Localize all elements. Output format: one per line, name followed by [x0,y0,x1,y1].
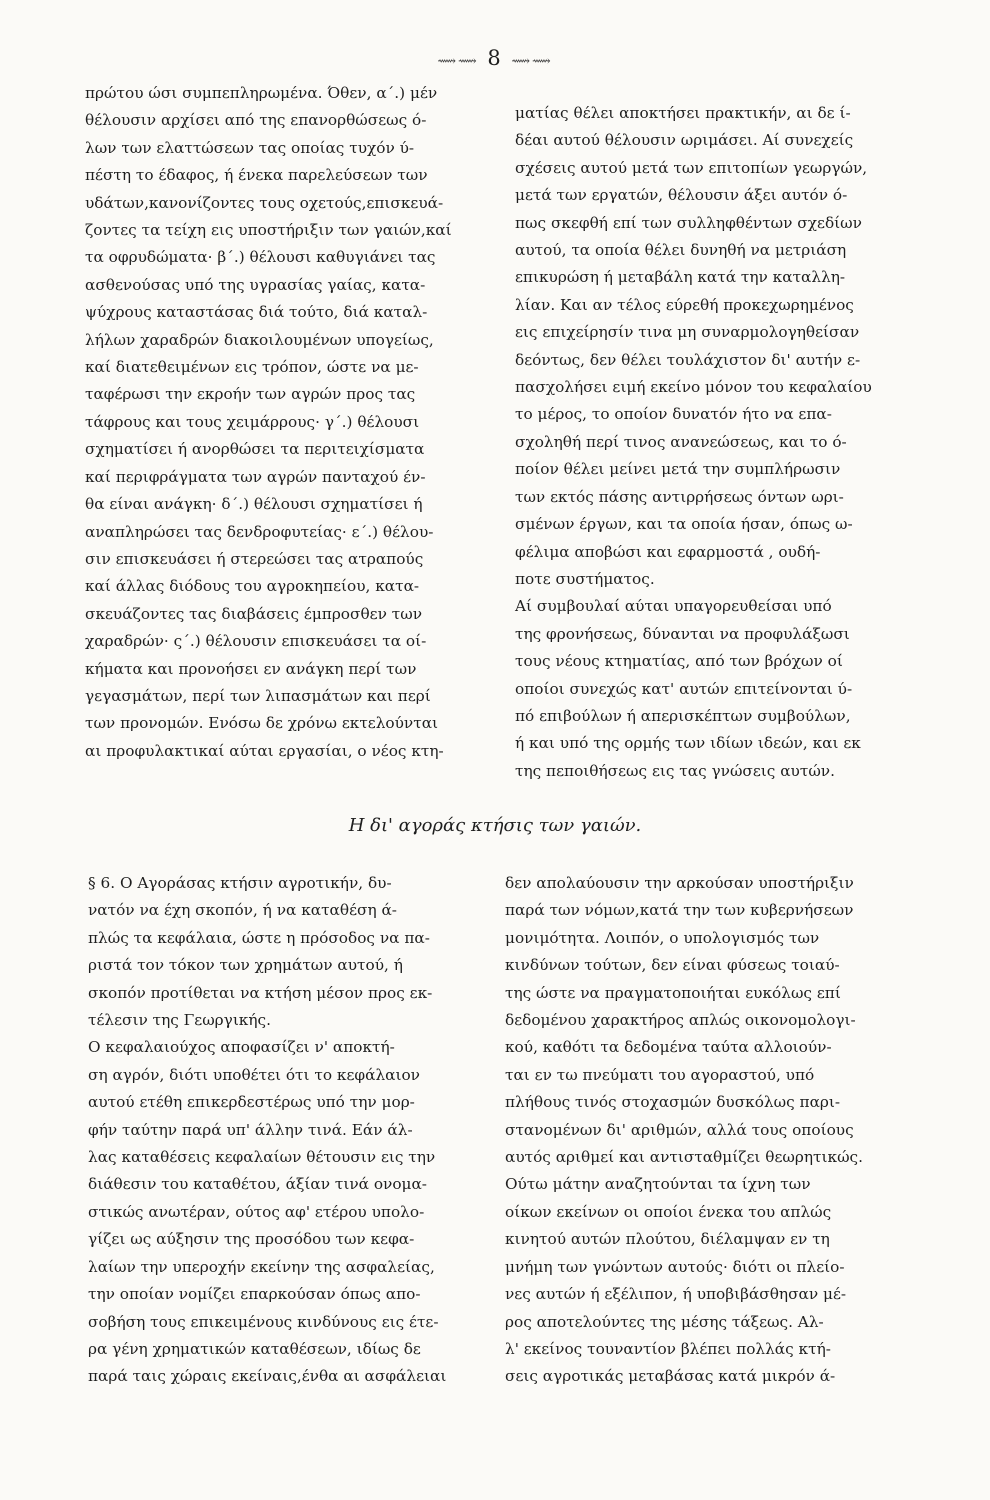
column-top-right [515,100,900,785]
text-line: γεγασμάτων, περί των λιπασμάτων και περί [85,686,431,705]
text-line: Ο κεφαλαιούχος αποφασίζει ν' αποκτή- [88,1038,395,1057]
text-line: πέστη το έδαφος, ή ένεκα παρελεύσεων των [85,166,428,185]
text-line: της φρονήσεως, δύνανται να προφυλάξωσι [515,624,850,643]
text-line: Ούτω μάτην αναζητούνται τα ίχνη των [505,1175,811,1194]
text-line: οίκων εκείνων οι οποίοι ένεκα του απλώς [505,1202,832,1221]
text-line: παρά ταις χώραις εκείναις,ένθα αι ασφάλειαι [88,1367,447,1386]
text-line: ποίον θέλει μείνει μετά την συμπλήρωσιν [515,460,841,479]
text-line: μνήμη των γνώντων αυτούς· διότι οι πλείο- [505,1257,845,1276]
text-line: κού, καθότι τα δεδομένα ταύτα αλλοιούν- [505,1038,832,1057]
text-line: πως σκεφθή επί των συλληφθέντων σχεδίων [515,213,862,232]
text-line: χαραδρών· ς΄.) θέλουσιν επισκευάσει τα οί- [85,632,427,651]
text-line: ρα γένη χρηματικών καταθέσεων, ιδίως δε [88,1339,421,1358]
text-line: καί περιφράγματα των αγρών πανταχού έν- [85,467,426,486]
text-line: σκοπόν προτίθεται να κτήση μέσον προς εκ- [88,983,433,1002]
text-line: καί διατεθειμένων εις τρόπον, ώστε να με- [85,358,419,377]
text-line: θέλουσιν αρχίσει από της επανορθώσεως ό- [85,111,427,130]
section-heading: Η δι' αγοράς κτήσις των γαιών. [348,815,642,836]
text-line: νες αυτών ή εξέλιπον, ή υποβιβάσθησαν μέ- [505,1285,847,1304]
ornament-right-icon: ⟿⟿ [511,54,553,69]
text-line: κινδύνων τούτων, δεν είναι φύσεως τοιαύ- [505,956,840,975]
text-line: στικώς ανωτέραν, ούτος αφ' ετέρου υπολο- [88,1202,425,1221]
text-line: αυτού ετέθη επικερδεστέρως υπό την μορ- [88,1093,415,1112]
text-line: επικυρώση ή μεταβάλη κατά την καταλλη- [515,268,846,287]
text-line: αυτός αριθμεί και αντισταθμίζει θεωρητικώς. [505,1148,863,1167]
text-line: ρος αποτελούντες της μέσης τάξεως. Αλ- [505,1312,824,1331]
text-line: τα οφρυδώματα· β΄.) θέλουσι καθυγιάνει τας [85,248,436,267]
text-line: σχοληθή περί τινος ανανεώσεως, και το ό- [515,432,847,451]
text-line: πασχολήσει ειμή εκείνο μόνον του κεφαλαίου [515,378,872,397]
text-line: των εκτός πάσης αντιρρήσεως όντων ωρι- [515,487,844,506]
text-line: δεδομένου χαρακτήρος απλώς οικονομολογι- [505,1011,856,1030]
text-line: διάθεσιν του καταθέτου, άξίαν τινά ονομα- [88,1175,427,1194]
text-line: αυτού, τα οποία θέλει δυνηθή να μετριάση [515,241,847,260]
text-line: ση αγρόν, διότι υποθέτει ότι το κεφάλαιον [88,1065,420,1084]
text-line: ματίας θέλει αποκτήσει πρακτικήν, αι δε ί- [515,104,851,122]
text-line: σκευάζοντες τας διαβάσεις έμπροσθεν των [85,604,422,623]
text-line: ασθενούσας υπό της υγρασίας γαίας, κατα- [85,275,426,294]
text-line: λαίων την υπεροχήν εκείνην της ασφαλείας, [88,1257,435,1276]
text-line: αι προφυλακτικαί αύται εργασίαι, ο νέος κτη- [85,741,444,760]
text-line: θα είναι ανάγκη· δ΄.) θέλουσι σχηματίσει ή [85,495,423,514]
text-line: μετά των εργατών, θέλουσιν άξει αυτόν ό- [515,186,848,205]
text-line: τους νέους κτηματίας, από των βρόχων οί [515,652,843,671]
text-line: μονιμότητα. Λοιπόν, ο υπολογισμός των [505,928,820,947]
text-line: λων των ελαττώσεων τας οποίας τυχόν ύ- [85,138,415,157]
text-line: εις επιχείρησίν τινα μη συναρμολογηθείσαν [515,323,860,342]
text-line: φέλιμα αποβώσι και εφαρμοστά , ουδή- [515,542,821,561]
text-line: ριστά τον τόκον των χρημάτων αυτού, ή [88,956,403,975]
text-line: σιν επισκευάσει ή στερεώσει τας ατραπούς [85,549,424,568]
text-line: ψύχρους καταστάσας διά τούτο, διά καταλ- [85,303,428,322]
text-line: στανομένων δι' αριθμών, αλλά τους οποίους [505,1120,854,1139]
column-bottom-left [88,870,473,1391]
text-line: τάφρους και τους χειμάρρους· γ΄.) θέλουσι [85,412,420,431]
text-line: παρά των νόμων,κατά την των κυβερνήσεων [505,901,854,920]
text-line: κινητού αυτών πλούτου, διέλαμψαν εν τη [505,1230,830,1249]
page-number: 8 [487,46,503,70]
column-top-left [85,80,470,765]
text-line: οποίοι συνεχώς κατ' αυτών επιτείνονται ύ- [515,679,853,698]
text-line: ται εν τω πνεύματι του αγοραστού, υπό [505,1065,815,1084]
text-line: της πεποιθήσεως εις τας γνώσεις αυτών. [515,761,835,780]
text-line: των προνομών. Ενόσω δε χρόνω εκτελούνται [85,714,439,733]
text-line: § 6. Ο Αγοράσας κτήσιν αγροτικήν, δυ- [88,874,392,892]
text-line: κήματα και προνοήσει εν ανάγκη περί των [85,659,417,678]
text-line: πλήθους τινός στοχασμών δυσκόλως παρι- [505,1093,841,1112]
text-line: λ' εκείνος τουναντίον βλέπει πολλάς κτή- [505,1339,831,1358]
ornament-left-icon: ⟿⟿ [437,54,479,69]
text-line: νατόν να έχη σκοπόν, ή να καταθέση ά- [88,901,397,920]
text-line: της ώστε να πραγματοποιήται ευκόλως επί [505,983,841,1002]
text-line: Αί συμβουλαί αύται υπαγορευθείσαι υπό [515,597,832,616]
text-line: δέαι αυτού θέλουσιν ωριμάσει. Αί συνεχείς [515,131,854,150]
text-line: τέλεσιν της Γεωργικής. [88,1011,271,1030]
text-line: σμένων έργων, και τα οποία ήσαν, όπως ω- [515,515,853,534]
text-line: γίζει ως αύξησιν της προσόδου των κεφα- [88,1230,415,1249]
text-line: το μέρος, το οποίον δυνατόν ήτο να επα- [515,405,832,424]
text-line: σχέσεις αυτού μετά των επιτοπίων γεωργών, [515,158,868,177]
text-line: λίαν. Και αν τέλος εύρεθή προκεχωρημένος [515,295,854,314]
text-line: λας καταθέσεις κεφαλαίων θέτουσιν εις την [88,1148,436,1167]
text-line: υδάτων,κανονίζοντες τους οχετούς,επισκευά- [85,193,444,212]
text-line: σεις αγροτικάς μεταβάσας κατά μικρόν ά- [505,1367,836,1386]
text-line: δεόντως, δεν θέλει τουλάχιστον δι' αυτήν ε- [515,350,861,369]
text-line: ταφέρωσι την εκροήν των αγρών προς τας [85,385,416,404]
text-line: πλώς τα κεφάλαια, ώστε η πρόσοδος να πα- [88,928,430,947]
column-bottom-right [505,870,890,1391]
page-number-header [0,46,990,70]
text-line: ή και υπό της ορμής των ιδίων ιδεών, και εκ [515,734,861,753]
text-line: ποτε συστήματος. [515,569,655,588]
text-line: λήλων χαραδρών διακοιλουμένων υπογείως, [85,330,434,349]
text-line: ζοντες τα τείχη εις υποστήριξιν των γαιών,καί [85,221,452,240]
text-line: σχηματίσει ή ανορθώσει τα περιτειχίσματα [85,440,425,459]
text-line: φήν ταύτην παρά υπ' άλλην τινά. Εάν άλ- [88,1120,413,1139]
text-line: πό επιβούλων ή απερισκέπτων συμβούλων, [515,706,851,725]
text-line: σοβήση τους επικειμένους κινδύνους εις έτε- [88,1312,439,1331]
text-line: δεν απολαύουσιν την αρκούσαν υποστήριξιν [505,874,854,892]
text-line: πρώτου ώσι συμπεπληρωμένα. Όθεν, α΄.) μέν [85,84,438,102]
text-line: καί άλλας διόδους του αγροκηπείου, κατα- [85,577,420,596]
text-line: αναπληρώσει τας δενδροφυτείας· ε΄.) θέλου- [85,522,434,541]
text-line: την οποίαν νομίζει επαρκούσαν όπως απο- [88,1285,421,1304]
